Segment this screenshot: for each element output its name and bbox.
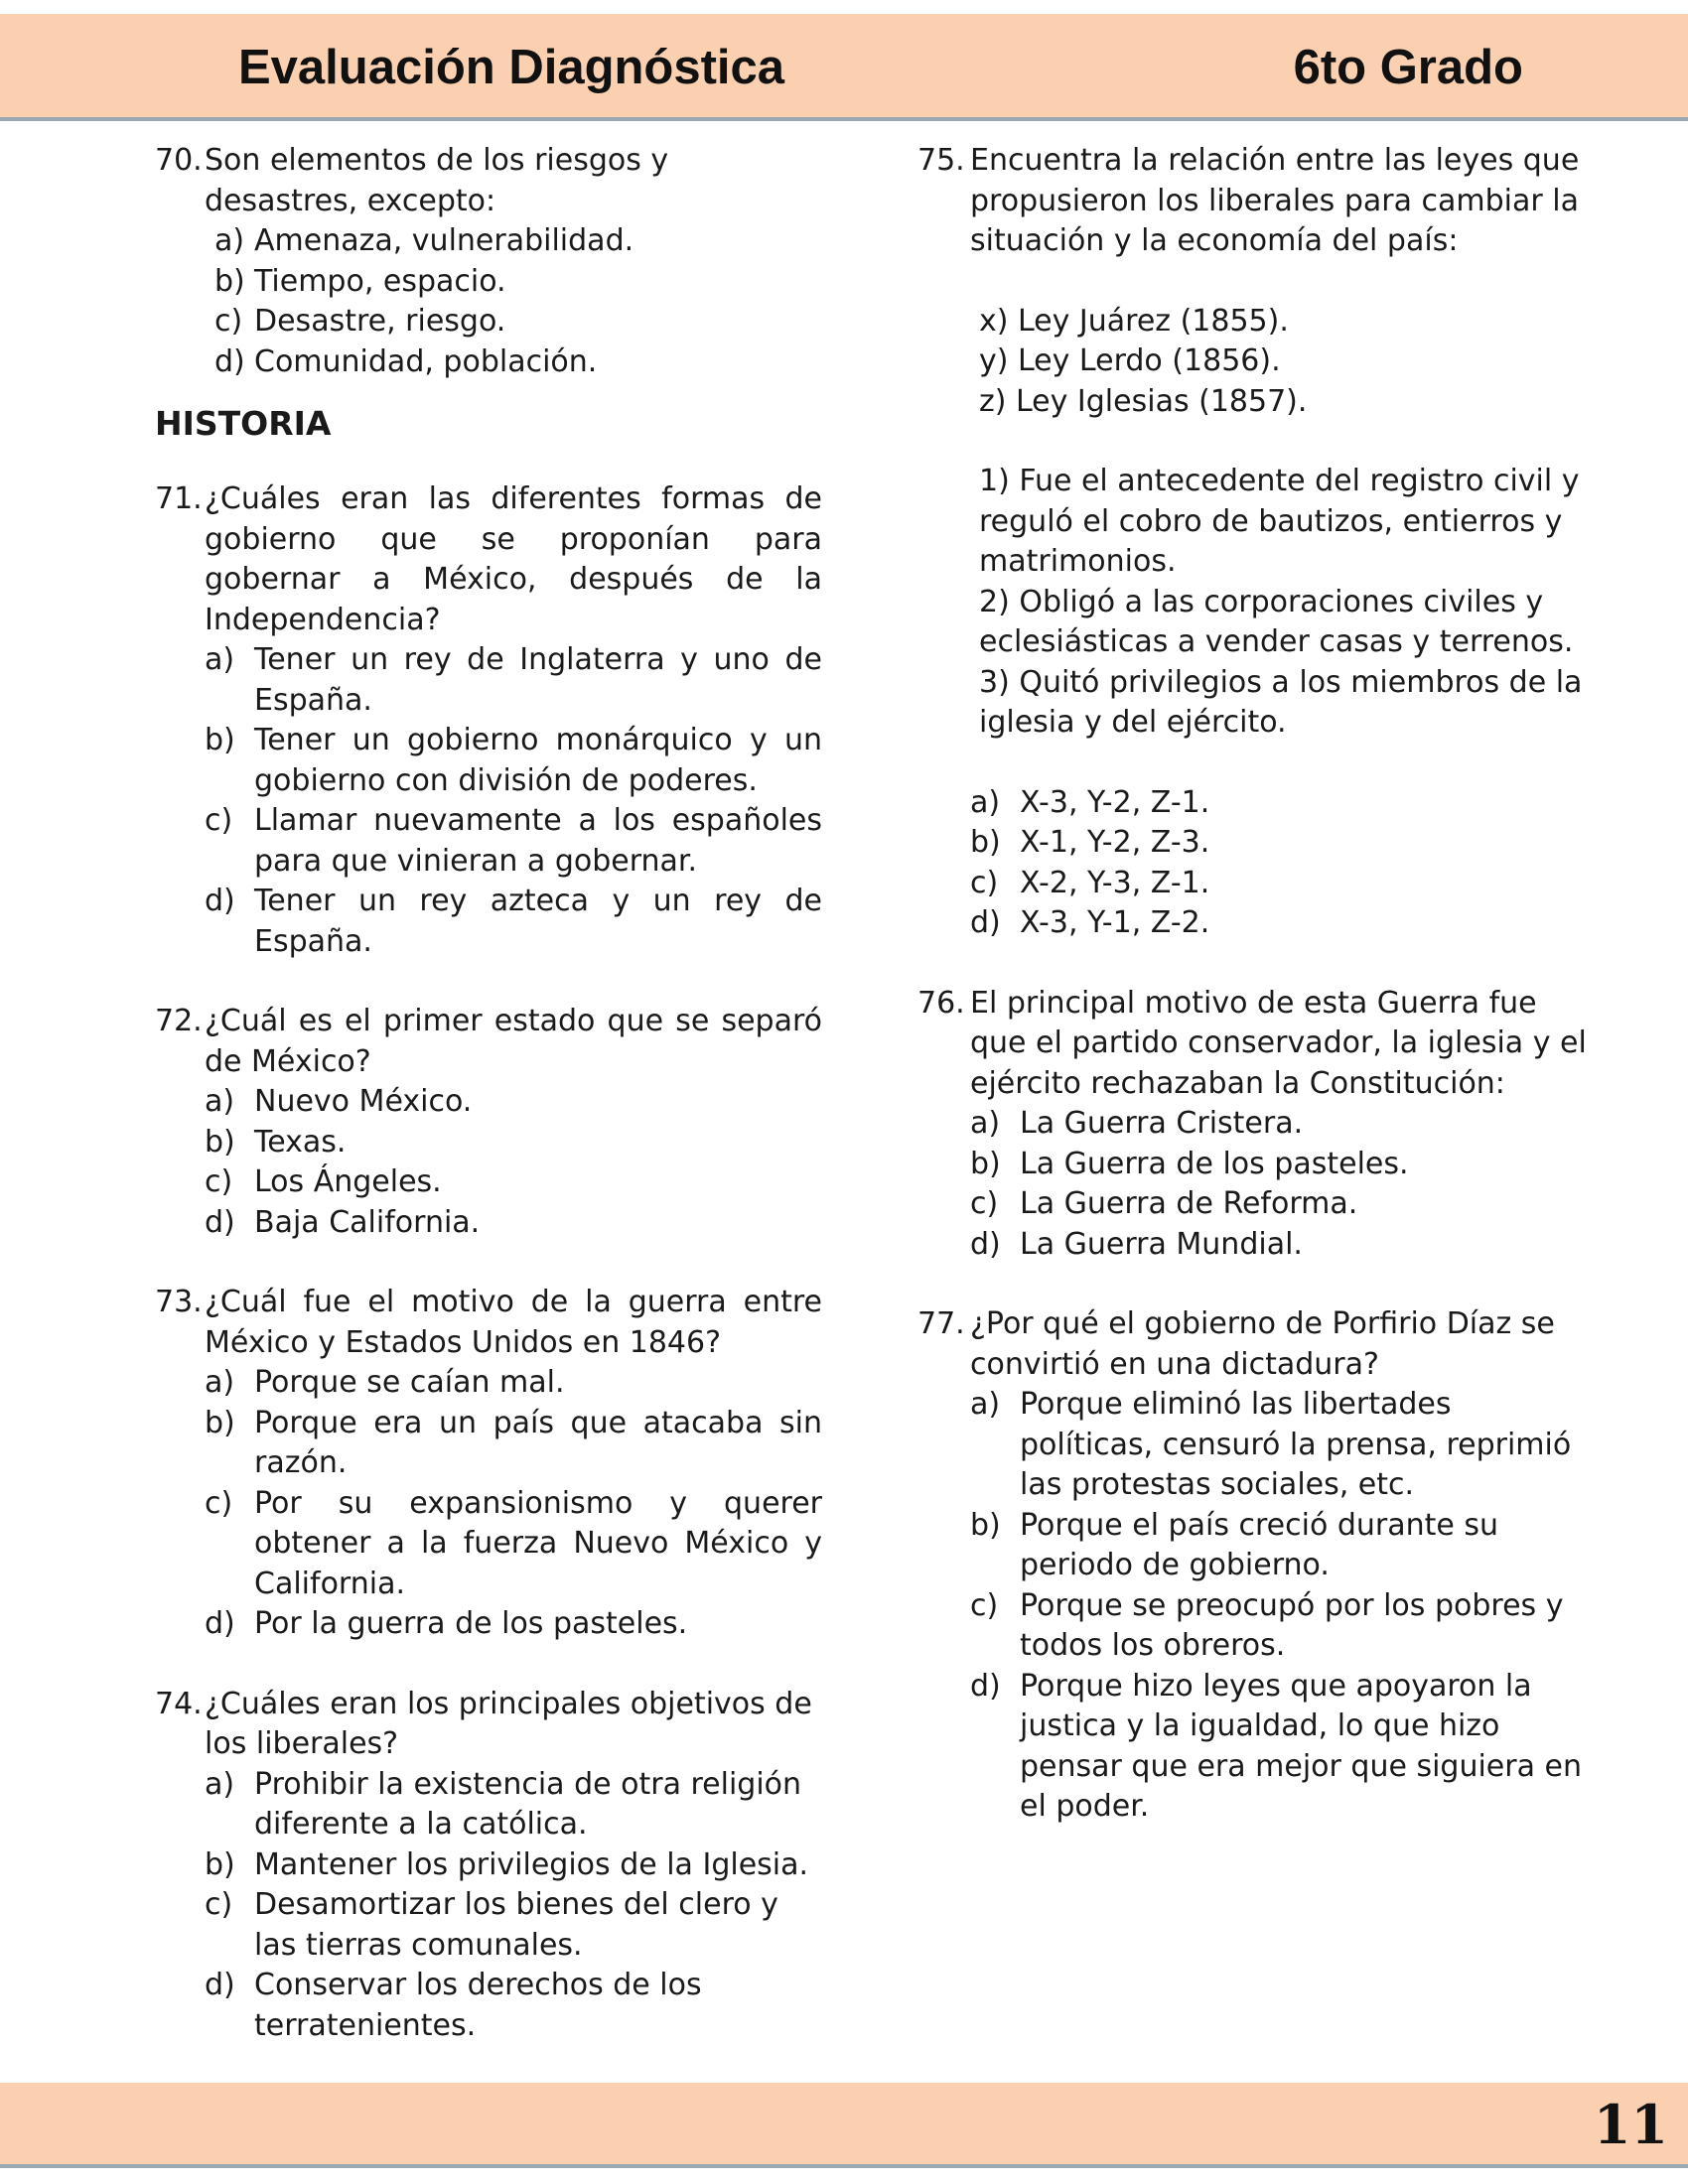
option-b: b) La Guerra de los pasteles. — [970, 1146, 1409, 1181]
option-c: c) Desamortizar los bienes del clero y las tierras comunales. — [205, 1887, 778, 1963]
option-d: d) X-3, Y-1, Z-2. — [970, 905, 1210, 940]
options-list — [205, 221, 822, 382]
law-item: x) Ley Juárez (1855). — [979, 303, 1289, 339]
section-heading: HISTORIA — [155, 404, 332, 443]
option-b: b) Porque era un país que atacaba sin razón. — [205, 1405, 822, 1480]
option-c: c) Por su expansionismo y querer obtener a la fuerza Nuevo México y California. — [205, 1485, 822, 1601]
options-list — [205, 640, 822, 962]
options-list — [970, 783, 1589, 944]
question-70 — [155, 141, 822, 382]
question-number: 74. — [155, 1686, 203, 1721]
option-a: a) Amenaza, vulnerabilidad. — [214, 223, 634, 258]
question-77 — [917, 1304, 1589, 1828]
question-72 — [155, 1002, 822, 1243]
right-column — [917, 141, 1589, 1828]
option-a: a) Porque eliminó las libertades políticas, censuró la prensa, reprimió las protestas sociales, etc. — [970, 1387, 1572, 1502]
option-c: c) Desastre, riesgo. — [214, 304, 506, 339]
description-item: 3) Quitó privilegios a los miembros de la iglesia y del ejército. — [979, 664, 1583, 740]
option-d: d) Tener un rey azteca y un rey de España. — [205, 884, 822, 959]
options-list — [970, 1385, 1589, 1828]
option-a: a) Nuevo México. — [205, 1084, 473, 1119]
question-number: 75. — [917, 143, 965, 178]
laws-list — [979, 302, 1589, 423]
law-item: z) Ley Iglesias (1857). — [979, 383, 1308, 419]
option-a: a) Porque se caían mal. — [205, 1365, 565, 1400]
option-c: c) Llamar nuevamente a los españoles para que vinieran a gobernar. — [205, 803, 822, 879]
page-footer — [0, 2083, 1688, 2168]
option-d: d) Comunidad, población. — [214, 343, 598, 379]
option-a: a) Tener un rey de Inglaterra y uno de España. — [205, 642, 822, 718]
option-d: d) Porque hizo leyes que apoyaron la justica y la igualdad, lo que hizo pensar que era mejor que siguiera en el poder. — [970, 1668, 1582, 1824]
option-d: d) Conservar los derechos de los terratenientes. — [205, 1968, 702, 2043]
question-75 — [917, 141, 1589, 944]
option-c: c) Los Ángeles. — [205, 1164, 442, 1199]
options-list — [205, 1363, 822, 1645]
question-text: Encuentra la relación entre las leyes que propusieron los liberales para cambiar la situación y la economía del país: — [970, 143, 1580, 258]
question-text: ¿Cuáles eran los principales objetivos de los liberales? — [205, 1686, 812, 1761]
option-b: b) Tener un gobierno monárquico y un gobierno con división de poderes. — [205, 723, 822, 798]
question-text: ¿Cuáles eran las diferentes formas de gobierno que se proponían para gobernar a México, después de la Independencia? — [205, 481, 822, 637]
question-number: 76. — [917, 985, 965, 1021]
description-item: 1) Fue el antecedente del registro civil y reguló el cobro de bautizos, entierros y matrimonios. — [979, 464, 1580, 579]
document-title: Evaluación Diagnóstica — [238, 41, 785, 94]
question-71 — [155, 479, 822, 962]
option-c: c) X-2, Y-3, Z-1. — [970, 865, 1210, 900]
left-column — [155, 141, 822, 2046]
options-list — [205, 1765, 822, 2047]
option-b: b) Porque el país creció durante su periodo de gobierno. — [970, 1507, 1499, 1582]
question-text: Son elementos de los riesgos y desastres, excepto: — [205, 143, 669, 218]
option-d: d) Baja California. — [205, 1204, 481, 1240]
question-text: ¿Por qué el gobierno de Porfirio Díaz se convirtió en una dictadura? — [970, 1306, 1555, 1382]
question-76 — [917, 984, 1589, 1266]
question-number: 77. — [917, 1306, 965, 1341]
question-73 — [155, 1283, 822, 1645]
question-74 — [155, 1685, 822, 2047]
question-number: 70. — [155, 143, 203, 178]
question-number: 72. — [155, 1004, 203, 1038]
option-b: b) X-1, Y-2, Z-3. — [970, 825, 1210, 860]
page-number: 11 — [1593, 2093, 1668, 2156]
option-c: c) Porque se preocupó por los pobres y todos los obreros. — [970, 1587, 1564, 1663]
option-b: b) Tiempo, espacio. — [214, 263, 506, 299]
question-text: ¿Cuál fue el motivo de la guerra entre México y Estados Unidos en 1846? — [205, 1285, 822, 1360]
question-text: El principal motivo de esta Guerra fue que el partido conservador, la iglesia y el ejército rechazaban la Constitución: — [970, 985, 1587, 1101]
option-b: b) Texas. — [205, 1124, 347, 1160]
option-a: a) Prohibir la existencia de otra religión diferente a la católica. — [205, 1766, 802, 1842]
grade-label: 6to Grado — [1293, 41, 1523, 94]
description-item: 2) Obligó a las corporaciones civiles y eclesiásticas a vender casas y terrenos. — [979, 584, 1574, 659]
law-item: y) Ley Lerdo (1856). — [979, 343, 1281, 378]
option-b: b) Mantener los privilegios de la Iglesia. — [205, 1846, 809, 1882]
option-d: d) Por la guerra de los pasteles. — [205, 1606, 688, 1641]
option-a: a) X-3, Y-2, Z-1. — [970, 784, 1210, 820]
page-header — [0, 14, 1688, 121]
options-list — [970, 1104, 1589, 1265]
question-number: 71. — [155, 481, 203, 516]
options-list — [205, 1082, 822, 1243]
option-a: a) La Guerra Cristera. — [970, 1106, 1304, 1141]
descriptions-list — [979, 462, 1589, 744]
option-c: c) La Guerra de Reforma. — [970, 1186, 1358, 1221]
question-number: 73. — [155, 1285, 203, 1319]
question-text: ¿Cuál es el primer estado que se separó de México? — [205, 1004, 822, 1079]
option-d: d) La Guerra Mundial. — [970, 1226, 1303, 1262]
